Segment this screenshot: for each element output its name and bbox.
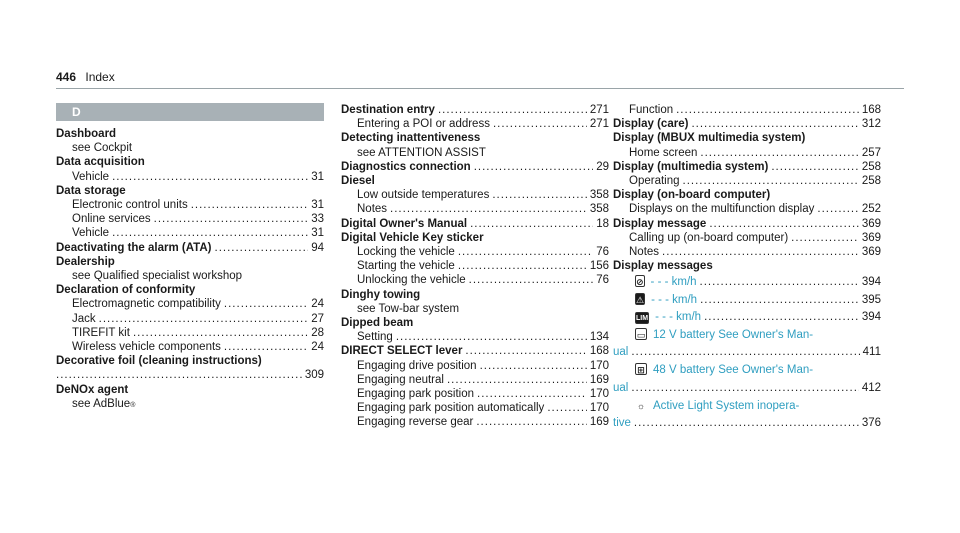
index-column-2	[341, 103, 609, 430]
section-letter: D	[56, 103, 324, 121]
index-subentry[interactable]: Engaging neutral ..... 169	[341, 373, 609, 387]
display-message-link[interactable]: ▭ 12 V battery See Owner's Man-	[636, 329, 814, 342]
index-subentry[interactable]: Home screen ..... 257	[613, 146, 881, 160]
index-entry[interactable]: DeNOx agent	[56, 383, 129, 396]
index-subentry[interactable]: Notes ..... 369	[613, 245, 881, 259]
index-entry[interactable]: Dinghy towing	[341, 288, 421, 301]
display-message-link[interactable]: ⊘ - - - km/h ..... 394	[613, 275, 881, 289]
index-entry-continuation[interactable]: ..... 309	[56, 368, 324, 382]
index-subentry[interactable]: Engaging drive position ..... 170	[341, 359, 609, 373]
index-subentry[interactable]: Displays on the multifunction display ..... 252	[613, 202, 881, 216]
speed-limiter-icon: ⊘	[636, 277, 644, 288]
index-subentry[interactable]: Wireless vehicle components ..... 24	[56, 340, 324, 354]
index-entry[interactable]: Digital Owner's Manual ..... 18	[341, 217, 609, 231]
index-entry[interactable]: Display (MBUX multimedia system)	[613, 132, 806, 145]
display-message-link-continuation[interactable]: ual ..... 411	[613, 345, 881, 359]
index-subentry[interactable]: Low outside temperatures ..... 358	[341, 188, 609, 202]
index-entry[interactable]: Display messages	[613, 260, 713, 273]
index-subentry[interactable]: see ATTENTION ASSIST	[357, 146, 486, 159]
index-subentry[interactable]: Engaging reverse gear ..... 169	[341, 415, 609, 429]
index-subentry[interactable]: Vehicle ..... 31	[56, 226, 324, 240]
index-entry[interactable]: Display (multimedia system) ..... 258	[613, 160, 881, 174]
display-message-link[interactable]: LIM - - - km/h ..... 394	[613, 310, 881, 324]
index-column-1	[56, 103, 324, 413]
index-subentry[interactable]: Online services ..... 33	[56, 212, 324, 226]
registered-mark: ®	[130, 401, 136, 409]
index-entry[interactable]: Dealership	[56, 255, 115, 268]
index-entry[interactable]: Diagnostics connection ..... 29	[341, 160, 609, 174]
index-entry[interactable]: Display (care) ..... 312	[613, 117, 881, 131]
limiter-lim-icon: LIM	[635, 312, 649, 324]
index-entry[interactable]: Destination entry ..... 271	[341, 103, 609, 117]
index-subentry[interactable]: Engaging park position automatically ..... 170	[341, 401, 609, 415]
index-subentry[interactable]: Setting ..... 134	[341, 330, 609, 344]
page-title: Index	[85, 70, 115, 84]
battery-48v-icon: ⊞	[635, 363, 647, 375]
index-subentry[interactable]: TIREFIT kit ..... 28	[56, 326, 324, 340]
display-message-link[interactable]: ⊞ 48 V battery See Owner's Man-	[613, 363, 881, 377]
index-subentry[interactable]: see AdBlue ®	[56, 397, 324, 413]
index-entry[interactable]: Detecting inattentiveness	[341, 132, 481, 145]
index-subentry[interactable]: Notes ..... 358	[341, 202, 609, 216]
index-subentry[interactable]: Jack ..... 27	[56, 312, 324, 326]
light-system-icon: ☼	[636, 400, 646, 411]
index-subentry[interactable]: Electronic control units ..... 31	[56, 198, 324, 212]
index-entry[interactable]: Display (on-board computer)	[613, 189, 771, 202]
index-subentry[interactable]: see Qualified specialist workshop	[72, 270, 243, 283]
display-message-link-continuation[interactable]: ual ..... 412	[613, 381, 881, 395]
index-entry[interactable]: Dipped beam	[341, 317, 414, 330]
index-entry[interactable]: Deactivating the alarm (ATA) ..... 94	[56, 241, 324, 255]
display-message-link[interactable]: ☼ Active Light System inopera-	[636, 399, 800, 412]
index-subentry[interactable]: Unlocking the vehicle ..... 76	[341, 273, 609, 287]
header-divider	[56, 88, 904, 89]
index-entry[interactable]: Dashboard	[56, 128, 117, 140]
index-subentry[interactable]: Operating ..... 258	[613, 174, 881, 188]
index-subentry[interactable]: see Tow-bar system	[357, 302, 460, 315]
index-entry[interactable]: Data storage	[56, 184, 126, 197]
distance-assist-icon: ⚠	[636, 294, 645, 305]
index-entry[interactable]: Decorative foil (cleaning instructions)	[56, 355, 262, 368]
index-subentry[interactable]: Vehicle ..... 31	[56, 170, 324, 184]
index-subentry[interactable]: Function ..... 168	[613, 103, 881, 117]
index-entry[interactable]: Data acquisition	[56, 156, 145, 169]
index-entry[interactable]: DIRECT SELECT lever ..... 168	[341, 344, 609, 358]
index-subentry[interactable]: Calling up (on-board computer) ..... 369	[613, 231, 881, 245]
index-entry[interactable]: Diesel	[341, 175, 375, 188]
display-message-link[interactable]: ⚠ - - - km/h ..... 395	[613, 293, 881, 307]
page-number: 446	[56, 70, 77, 84]
index-entry[interactable]: Digital Vehicle Key sticker	[341, 231, 484, 244]
index-subentry[interactable]: Locking the vehicle ..... 76	[341, 245, 609, 259]
page-header	[56, 70, 115, 84]
index-subentry[interactable]: Engaging park position ..... 170	[341, 387, 609, 401]
index-subentry[interactable]: Starting the vehicle ..... 156	[341, 259, 609, 273]
index-subentry[interactable]: Entering a POI or address ..... 271	[341, 117, 609, 131]
battery-icon: ▭	[636, 330, 646, 341]
index-column-3	[613, 103, 881, 430]
display-message-link-continuation[interactable]: tive ..... 376	[613, 416, 881, 430]
index-entry[interactable]: Declaration of conformity	[56, 284, 196, 297]
index-subentry[interactable]: Electromagnetic compatibility ..... 24	[56, 297, 324, 311]
index-subentry[interactable]: see Cockpit	[72, 142, 133, 155]
index-entry[interactable]: Display message ..... 369	[613, 217, 881, 231]
